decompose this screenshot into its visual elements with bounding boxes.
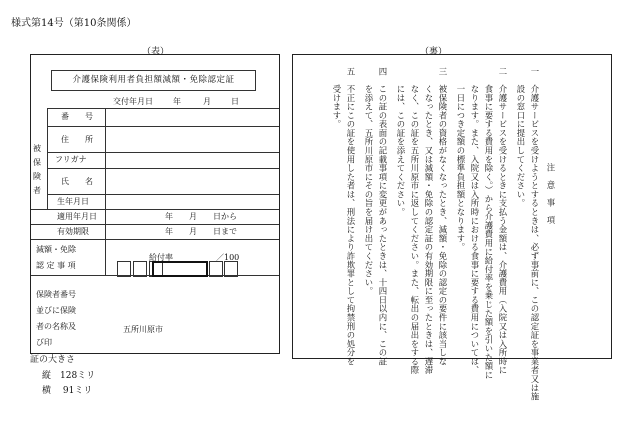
note-line: 一 介護サービスを受けようとするときは、必ず事前に、この認定証を事業者又は施 [530, 67, 540, 402]
note-line: 設の窓口に提出してください。 [516, 67, 526, 208]
reduction-items-label: 認 定 事 項 [36, 261, 76, 270]
address-label: 住 所 [61, 135, 93, 144]
back-side-label: （裏） [420, 47, 448, 57]
number-label: 番 号 [61, 112, 93, 121]
note-line: 四 この証の表面の記載事項に変更があったときは、十四日以内に、この証 [378, 67, 388, 366]
certificate-front [30, 54, 280, 354]
insurer-number-box [224, 261, 238, 277]
issue-year: 年 [173, 97, 181, 106]
note-line: 一日につき定額の標準負担額となります。 [456, 67, 466, 252]
note-line: 二 介護サービスを受けるときに支払う金額は、介護費用（入院又は入所時に [498, 67, 508, 375]
issue-day: 日 [231, 97, 239, 106]
valid-until-label: 有効期限 [57, 227, 89, 236]
insurer-name: 五所川原市 [123, 325, 163, 334]
front-side-label: （表） [142, 47, 170, 57]
issue-date-label: 交付年月日 [113, 97, 153, 106]
note-line: 食事に要する費用を除く。）から介護費用に給付率を乗じた額を引いた額に [484, 67, 494, 380]
insurer-number-box [117, 261, 131, 277]
benefit-rate-label: 給付率 [149, 253, 173, 262]
note-line: くなったとき、又は減額・免除の認定証の有効期限に至ったときは、遅滞 [424, 67, 434, 375]
note-line: 受けます。 [332, 67, 342, 129]
certificate-back [292, 54, 612, 402]
insurer-number-box-highlight [152, 261, 208, 277]
benefit-rate-value: ／100 [216, 253, 240, 262]
form-title: 様式第14号（第10条関係） [11, 18, 137, 29]
size-note-title: 証の大きさ [30, 355, 76, 365]
furigana-label: フリガナ [55, 155, 87, 164]
note-line: 五 不正にこの証を使用した者は、刑法により詐欺罪として拘禁刑の処分を [346, 67, 356, 366]
reduction-label: 減額・免除 [36, 245, 76, 254]
certificate-title: 介護保険利用者負担額減額・免除認定証 [51, 70, 256, 91]
note-line: なく、この証を五所川原市に返してください。また、転出の届出をする際 [410, 67, 420, 375]
birth-date-label: 生年月日 [57, 197, 89, 206]
insurer-number-box [133, 261, 147, 277]
notes-title: 注 意 事 項 [546, 163, 556, 225]
size-note-height: 縦 128ミリ [42, 371, 96, 381]
insured-person-label: 被 保 険 者 [33, 144, 41, 195]
name-label: 氏 名 [61, 177, 93, 186]
note-line: 三 被保険者の資格がなくなったとき、減額・免除の認定の要件に該当しな [438, 67, 448, 366]
apply-date-value: 年 月 日から [165, 212, 237, 221]
apply-date-label: 適用年月日 [57, 212, 97, 221]
valid-until-value: 年 月 日まで [165, 227, 237, 236]
note-line: には、この証を添えてください。 [396, 67, 406, 217]
issue-month: 月 [203, 97, 211, 106]
insurer-number-box [209, 261, 223, 277]
note-line: なります。また、入院又は入所時における食事に要する費用については、 [470, 67, 480, 375]
size-note-width: 横 91ミリ [42, 386, 93, 396]
note-line: を添えて、五所川原市にその旨を届け出てください。 [364, 67, 374, 296]
insurer-label: 保険者番号 並びに保険 者の名称及 び印 [36, 290, 76, 347]
